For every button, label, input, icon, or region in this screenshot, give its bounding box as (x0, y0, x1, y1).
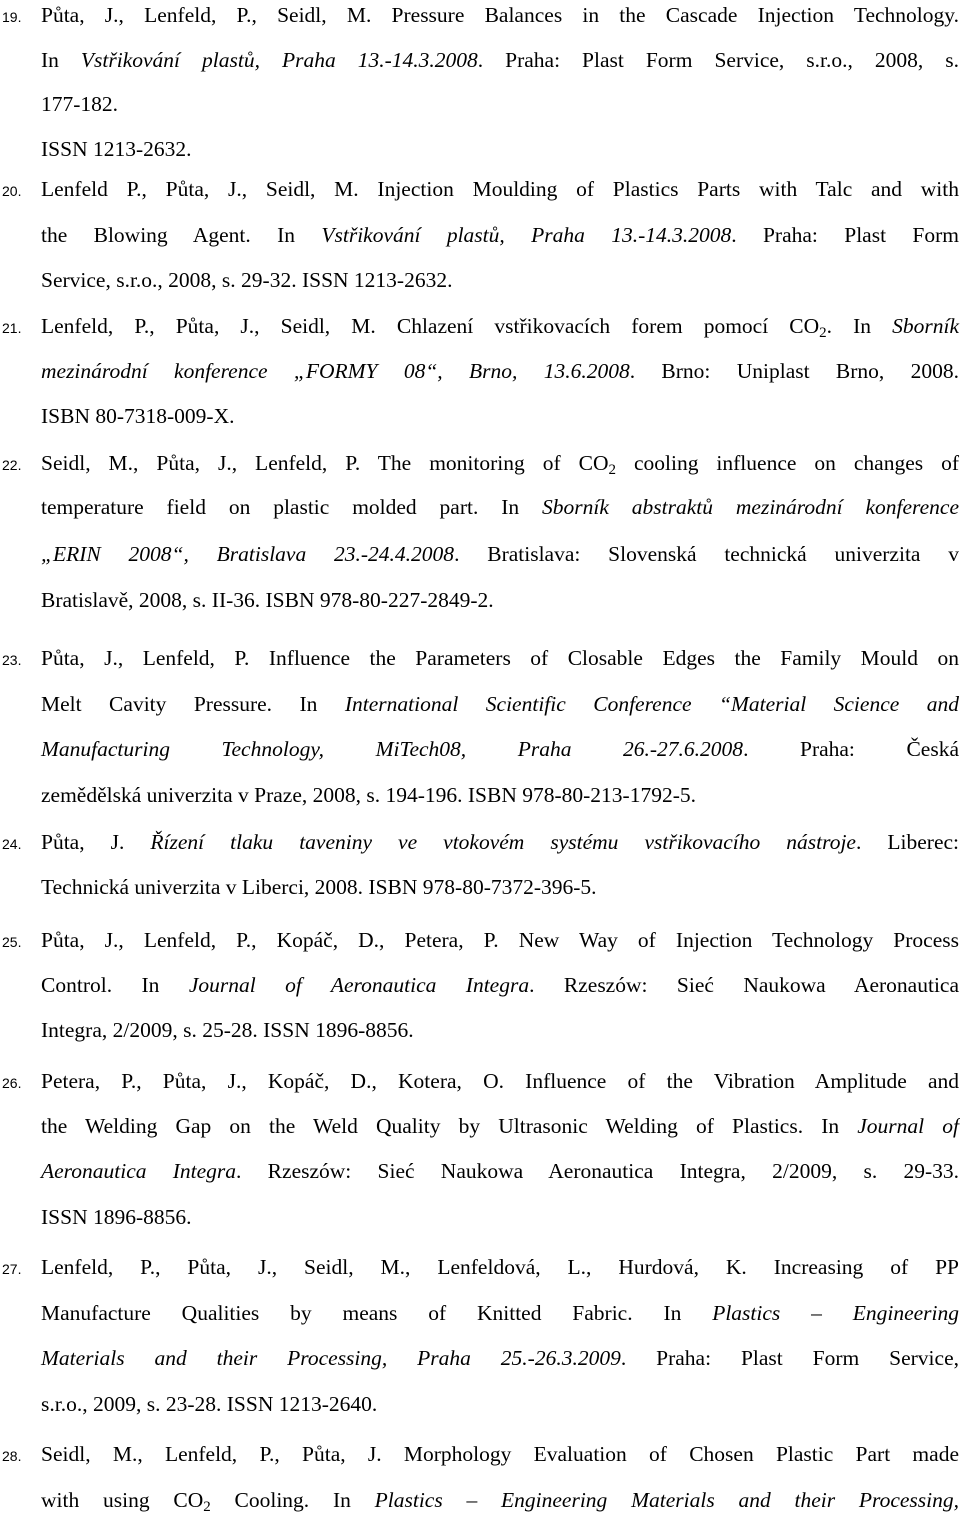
reference-line (41, 1254, 959, 1280)
reference-line (41, 782, 959, 808)
text-run: . Rzeszów: Sieć Naukowa Aeronautica (529, 973, 960, 997)
reference-line (41, 1345, 959, 1371)
text-run: Půta, J., Lenfeld, P., Seidl, M. Pressure Balances in the Cascade Injection Technology. (41, 3, 959, 27)
reference-line (41, 47, 959, 73)
text-run: . Praha: Česká (743, 737, 959, 761)
italic-text: International Scientific Conference “Material Science and (344, 692, 959, 716)
text-run: Lenfeld, P., Půta, J., Seidl, M. Chlazení vstřikovacích forem pomocí CO (41, 314, 820, 338)
reference-number: 21. (2, 320, 22, 336)
text-run: ISSN 1896-8856. (41, 1205, 192, 1229)
italic-text: Plastics – Engineering Materials and their Processing, (374, 1488, 959, 1512)
reference-line (41, 222, 959, 248)
reference-line (41, 267, 959, 293)
reference-line (41, 972, 959, 998)
reference-line (41, 691, 959, 717)
text-run: Petera, P., Půta, J., Kopáč, D., Kotera, O. Influence of the Vibration Amplitude and (41, 1069, 959, 1093)
italic-text: Vstřikování plastů, Praha 13.-14.3.2008 (80, 48, 478, 72)
text-run: ISBN 80-7318-009-X. (41, 404, 235, 428)
italic-text: Řízení tlaku taveniny ve vtokovém systému vstřikovacího nástroje (150, 830, 856, 854)
text-run: Bratislavě, 2008, s. II-36. ISBN 978-80-227-2849-2. (41, 588, 494, 612)
reference-line (41, 1204, 959, 1230)
text-run: Cooling. In (210, 1488, 375, 1512)
text-run: the Blowing Agent. In (41, 223, 322, 247)
reference-number: 24. (2, 836, 22, 852)
reference-line (41, 136, 959, 162)
text-run: . Rzeszów: Sieć Naukowa Aeronautica Integra, 2/2009, s. 29-33. (236, 1159, 959, 1183)
reference-line (41, 587, 959, 613)
reference-line (41, 1113, 959, 1139)
reference-line (41, 645, 959, 671)
reference-line (41, 2, 959, 28)
text-run: Service, s.r.o., 2008, s. 29-32. ISSN 1213-2632. (41, 268, 453, 292)
text-run: temperature field on plastic molded part. In (41, 495, 543, 519)
text-run: Seidl, M., Půta, J., Lenfeld, P. The monitoring of CO (41, 451, 609, 475)
reference-number: 25. (2, 934, 22, 950)
reference-line (41, 927, 959, 953)
reference-number: 26. (2, 1075, 22, 1091)
text-run: . Praha: Plast Form (731, 223, 959, 247)
subscript-text: 2 (203, 1499, 211, 1515)
reference-line (41, 176, 959, 202)
subscript-text: 2 (819, 325, 827, 341)
text-run: Technická univerzita v Liberci, 2008. ISBN 978-80-7372-396-5. (41, 875, 597, 899)
reference-line (41, 358, 959, 384)
reference-number: 28. (2, 1448, 22, 1464)
reference-number: 23. (2, 652, 22, 668)
italic-text: Manufacturing Technology, MiTech08, Praha 26.-27.6.2008 (41, 737, 744, 761)
text-run: s.r.o., 2009, s. 23-28. ISSN 1213-2640. (41, 1392, 378, 1416)
reference-line (41, 450, 959, 476)
reference-line (41, 1068, 959, 1094)
text-run: Lenfeld P., Půta, J., Seidl, M. Injection Moulding of Plastics Parts with Talc and with (41, 177, 959, 201)
italic-text: Sborník abstraktů mezinárodní konference (542, 495, 959, 519)
italic-text: Sborník (892, 314, 959, 338)
reference-number: 20. (2, 183, 22, 199)
reference-line (41, 1391, 959, 1417)
reference-line (41, 874, 959, 900)
text-run: 177-182. (41, 92, 119, 116)
text-run: . Praha: Plast Form Service, s.r.o., 2008, s. (477, 48, 959, 72)
text-run: Lenfeld, P., Půta, J., Seidl, M., Lenfeldová, L., Hurdová, K. Increasing of PP (41, 1255, 959, 1279)
text-run: . Brno: Uniplast Brno, 2008. (629, 359, 959, 383)
text-run: Půta, J., Lenfeld, P., Kopáč, D., Petera, P. New Way of Injection Technology Process (41, 928, 959, 952)
italic-text: Plastics – Engineering (712, 1301, 959, 1325)
text-run: Manufacture Qualities by means of Knitted Fabric. In (41, 1301, 713, 1325)
text-run: Seidl, M., Lenfeld, P., Půta, J. Morphology Evaluation of Chosen Plastic Part made (41, 1442, 959, 1466)
text-run: cooling influence on changes of (615, 451, 959, 475)
reference-line (41, 494, 959, 520)
reference-line (41, 1158, 959, 1184)
reference-line (41, 736, 959, 762)
text-run: . Bratislava: Slovenská technická univerzita v (454, 542, 959, 566)
reference-line (41, 1017, 959, 1043)
text-run: Melt Cavity Pressure. In (41, 692, 345, 716)
reference-line (41, 829, 959, 855)
text-run: with using CO (41, 1488, 204, 1512)
italic-text: Journal of (857, 1114, 960, 1138)
text-run: . Praha: Plast Form Service, (620, 1346, 959, 1370)
subscript-text: 2 (608, 462, 616, 478)
italic-text: mezinárodní konference „FORMY 08“, Brno, 13.6.2008 (41, 359, 630, 383)
reference-number: 22. (2, 457, 22, 473)
text-run: zemědělská univerzita v Praze, 2008, s. 194-196. ISBN 978-80-213-1792-5. (41, 783, 697, 807)
reference-line (41, 91, 959, 117)
italic-text: „ERIN 2008“, Bratislava 23.-24.4.2008 (41, 542, 455, 566)
italic-text: Journal of Aeronautica Integra (188, 973, 530, 997)
text-run: Půta, J., Lenfeld, P. Influence the Parameters of Closable Edges the Family Mould on (41, 646, 959, 670)
reference-line (41, 1487, 959, 1513)
reference-number: 27. (2, 1261, 22, 1277)
text-run: Půta, J. (41, 830, 151, 854)
italic-text: Aeronautica Integra (41, 1159, 237, 1183)
text-run: . Liberec: (855, 830, 960, 854)
italic-text: Materials and their Processing, Praha 25.-26.3.2009 (41, 1346, 621, 1370)
text-run: In (41, 48, 81, 72)
reference-line (41, 541, 959, 567)
reference-line (41, 313, 959, 339)
reference-number: 19. (2, 9, 22, 25)
reference-line (41, 403, 959, 429)
text-run: Control. In (41, 973, 189, 997)
text-run: . In (826, 314, 893, 338)
reference-line (41, 1441, 959, 1467)
reference-line (41, 1300, 959, 1326)
text-run: Integra, 2/2009, s. 25-28. ISSN 1896-8856. (41, 1018, 414, 1042)
italic-text: Vstřikování plastů, Praha 13.-14.3.2008 (321, 223, 732, 247)
text-run: ISSN 1213-2632. (41, 137, 192, 161)
text-run: the Welding Gap on the Weld Quality by Ultrasonic Welding of Plastics. In (41, 1114, 858, 1138)
